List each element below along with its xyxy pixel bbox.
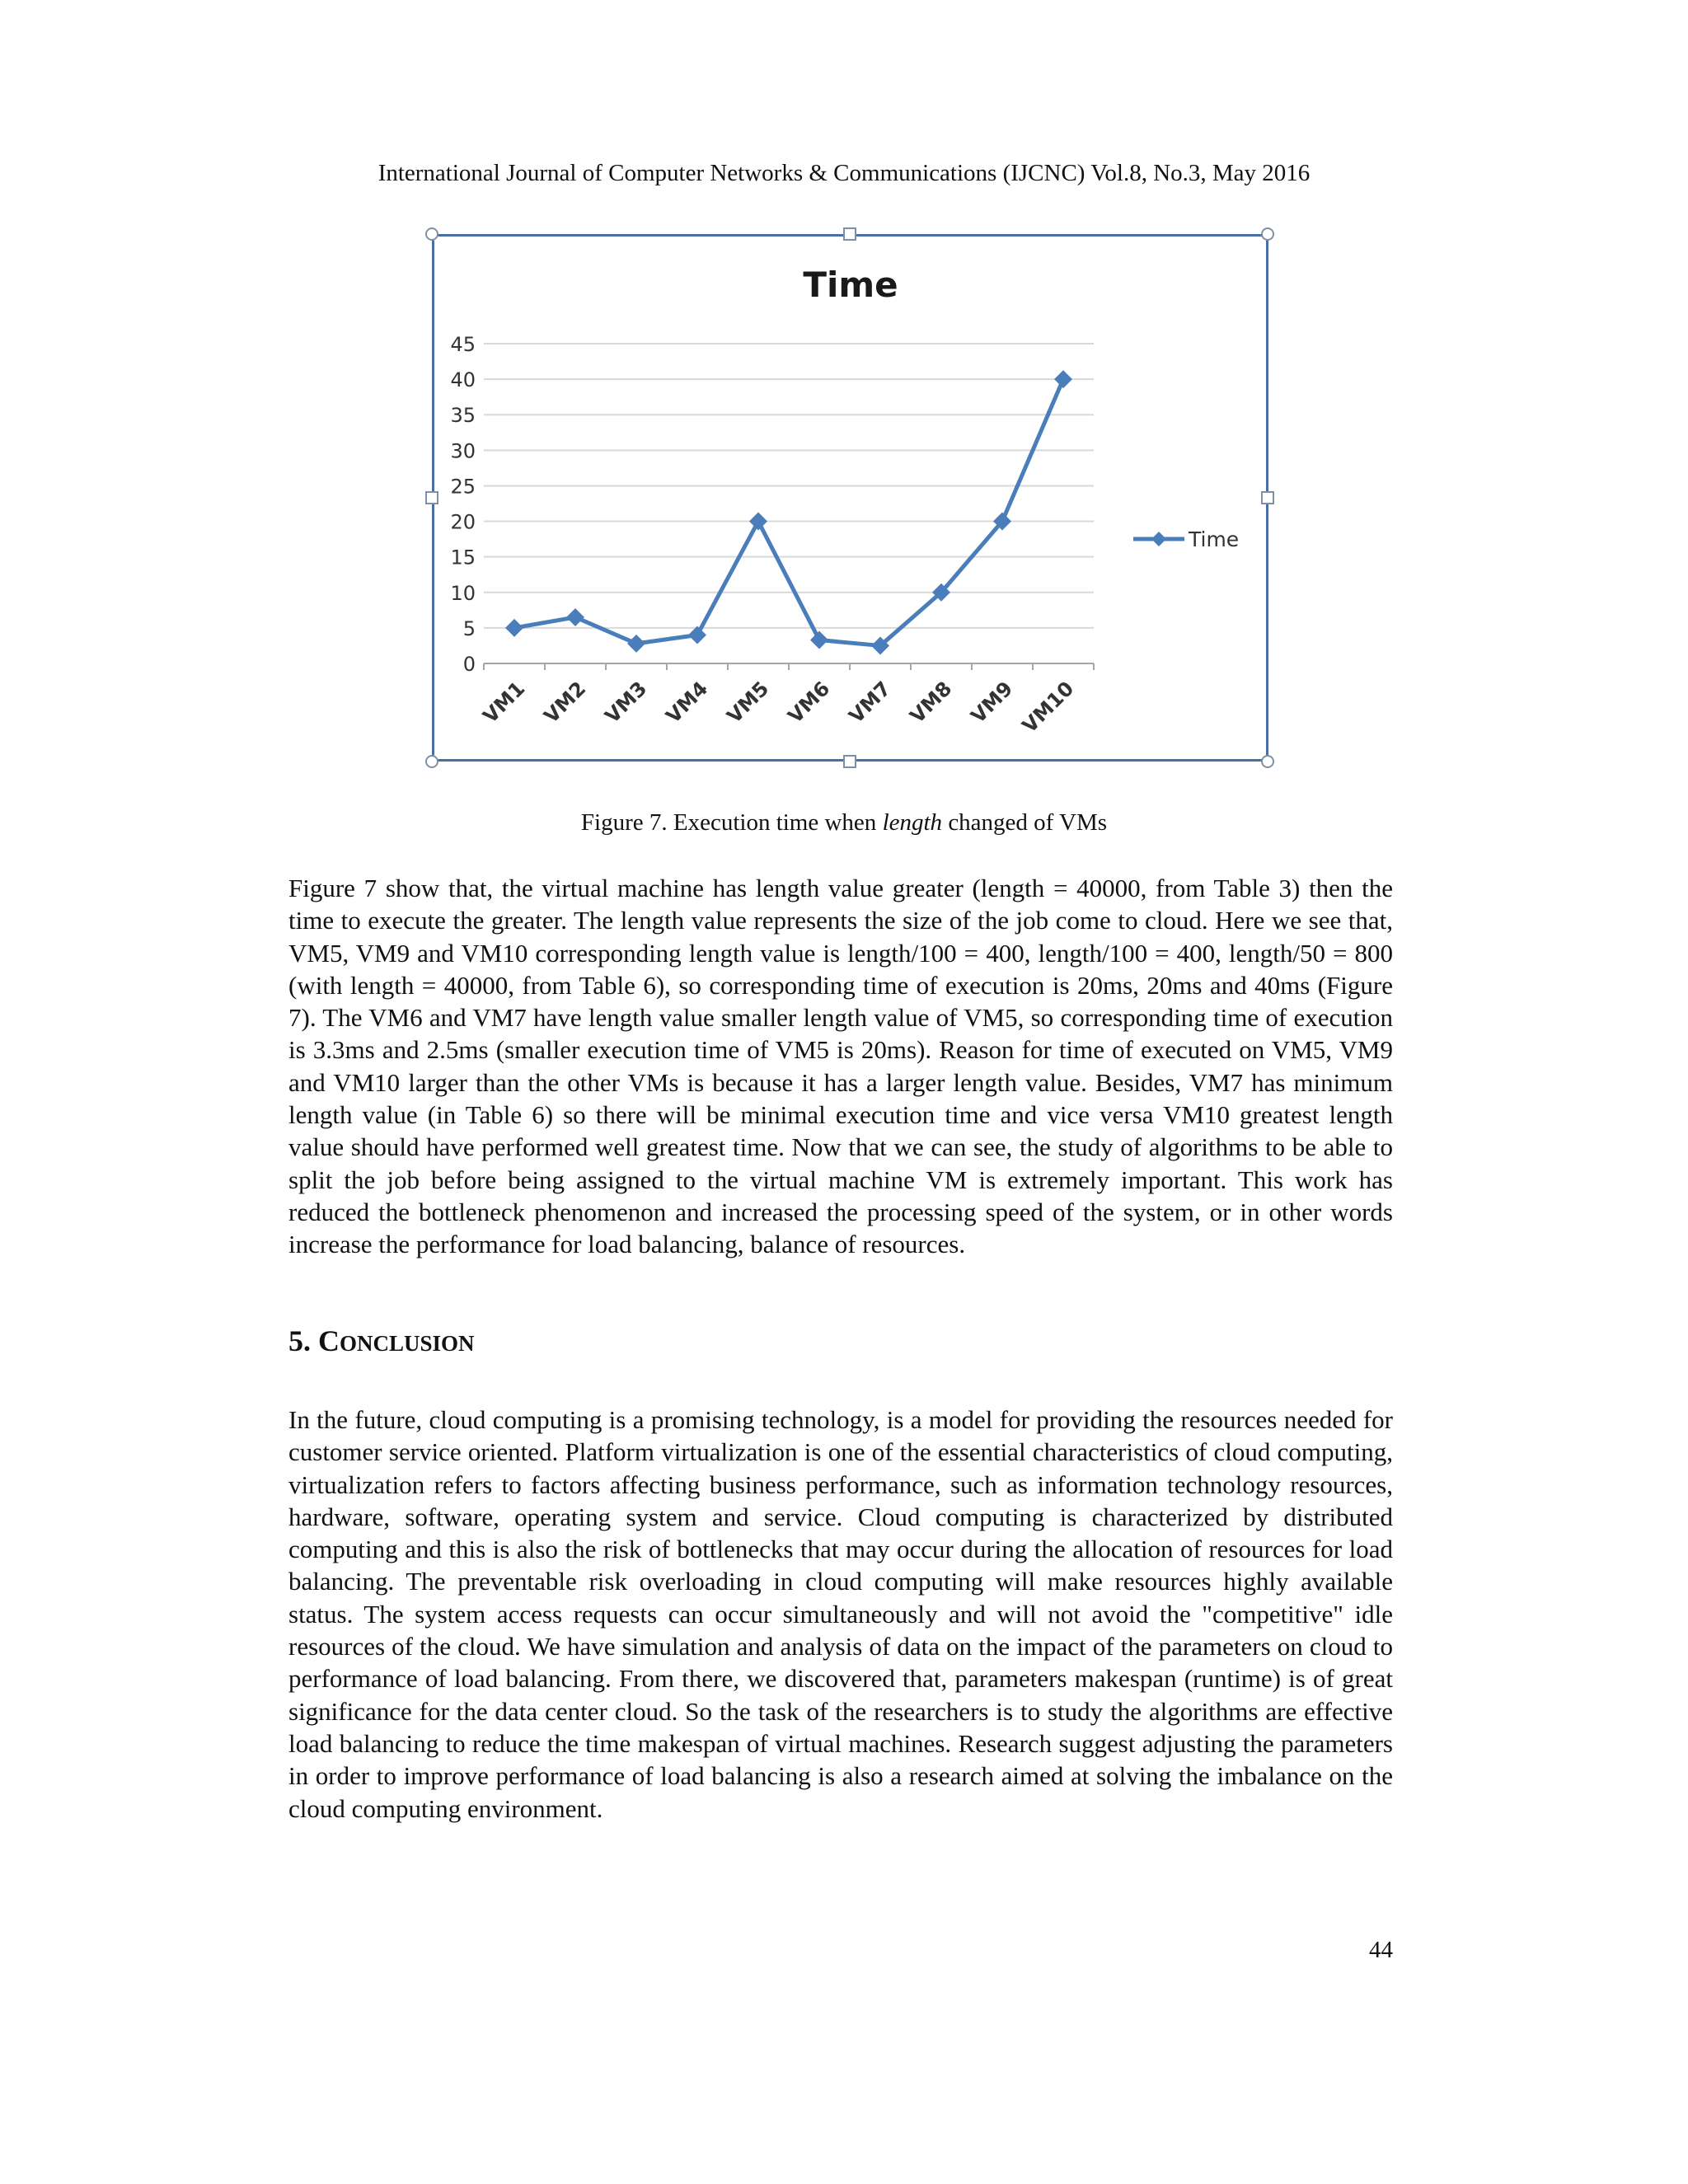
- x-tick-label: VM6: [783, 677, 835, 729]
- data-point-vm3: [627, 635, 645, 653]
- data-point-vm10: [1054, 370, 1072, 388]
- page-number: 44: [1369, 1937, 1393, 1963]
- section-first-letter: C: [318, 1324, 340, 1357]
- paragraph-conclusion: In the future, cloud computing is a promising technology, is a model for providing the resources needed for customer service oriented. Platform virtualization is one of the essential characteristics of cloud computing, virtualization refers to factors affecting business performance, such as information technology resources, hardware, software, operating system and service. Cloud computing is characterized by distributed computing and this is also the risk of bottlenecks that may occur during the allocation of resources for load balancing. The preventable risk overloading in cloud computing will make resources highly available status. The system access requests can occur simultaneously and will not avoid the "competitive" idle resources of the cloud. We have simulation and analysis of data on the impact of the parameters on cloud to performance of load balancing. From there, we discovered that, parameters makespan (runtime) is of great significance for the data center cloud. So the task of the researchers is to study the algorithms are effective load balancing to reduce the time makespan of virtual machines. Research suggest adjusting the parameters in order to improve performance of load balancing is also a research aimed at solving the imbalance on the cloud computing environment.: [288, 1405, 1393, 1823]
- data-point-vm5: [749, 513, 767, 531]
- section-number: 5.: [288, 1324, 318, 1357]
- paragraph-results: Figure 7 show that, the virtual machine has length value greater (length = 40000, from Table 3) then the time to execute the greater. The length value represents the size of the job come to cloud. Here we see that, VM5, VM9 and VM10 corresponding length value is length/100 = 400, length/100 = 400, length/50 = 800 (with length = 40000, from Table 6), so corresponding time of execution is 20ms, 20ms and 40ms (Figure 7). The VM6 and VM7 have length value smaller length value of VM5, so corresponding time of execution is 3.3ms and 2.5ms (smaller execution time of VM5 is 20ms). Reason for time of executed on VM5, VM9 and VM10 larger than the other VMs is because it has a larger length value. Besides, VM7 has minimum length value (in Table 6) so there will be minimal execution time and vice versa VM10 greatest length value should have performed well greatest time. Now that we can see, the study of algorithms to be able to split the job before being assigned to the virtual machine VM is extremely important. This work has reduced the bottleneck phenomenon and increased the processing speed of the system, or in other words increase the performance for load balancing, balance of resources.: [288, 874, 1393, 1259]
- resize-handle-top-left[interactable]: [425, 227, 438, 241]
- x-tick-label: VM3: [600, 677, 652, 729]
- chart-title: Time: [803, 265, 898, 305]
- x-tick-label: VM8: [905, 677, 957, 729]
- y-tick-label: 45: [450, 333, 476, 356]
- y-tick-label: 5: [462, 616, 476, 640]
- journal-header: International Journal of Computer Networks & Communications (IJCNC) Vol.8, No.3, May 2016: [377, 160, 1311, 186]
- x-tick-label: VM5: [722, 677, 774, 729]
- y-tick-label: 10: [450, 581, 476, 605]
- x-tick-label: VM10: [1017, 677, 1079, 738]
- chart-frame[interactable]: [432, 234, 1268, 762]
- data-point-vm2: [566, 608, 584, 626]
- y-tick-label: 15: [450, 546, 476, 569]
- resize-handle-left[interactable]: [425, 491, 438, 504]
- x-tick-label: VM9: [966, 677, 1018, 729]
- y-tick-label: 40: [450, 368, 476, 392]
- resize-handle-bottom[interactable]: [843, 755, 856, 768]
- caption-emphasis: length: [882, 809, 943, 836]
- legend-marker: [1151, 532, 1166, 546]
- resize-handle-top[interactable]: [843, 227, 856, 241]
- y-tick-label: 20: [450, 510, 476, 534]
- x-tick-label: VM7: [844, 677, 896, 729]
- section-heading: [288, 1324, 475, 1358]
- series-line-time: [514, 379, 1063, 645]
- y-tick-label: 25: [450, 475, 476, 499]
- execution-time-chart: [434, 237, 1266, 759]
- y-tick-label: 30: [450, 439, 476, 463]
- x-tick-label: VM1: [478, 677, 530, 729]
- caption-prefix: Figure 7. Execution time when: [580, 809, 883, 836]
- figure-caption: [0, 809, 1688, 837]
- y-tick-label: 0: [462, 653, 476, 676]
- y-tick-label: 35: [450, 404, 476, 428]
- caption-suffix: changed of VMs: [942, 809, 1108, 836]
- data-point-vm6: [810, 631, 828, 649]
- resize-handle-right[interactable]: [1261, 491, 1274, 504]
- x-tick-label: VM4: [661, 677, 713, 729]
- resize-handle-bottom-left[interactable]: [425, 755, 438, 768]
- resize-handle-bottom-right[interactable]: [1261, 755, 1274, 768]
- section-rest: ONCLUSION: [340, 1331, 475, 1356]
- x-tick-label: VM2: [539, 677, 591, 729]
- data-point-vm1: [505, 619, 523, 637]
- legend-label: Time: [1189, 527, 1240, 551]
- resize-handle-top-right[interactable]: [1261, 227, 1274, 241]
